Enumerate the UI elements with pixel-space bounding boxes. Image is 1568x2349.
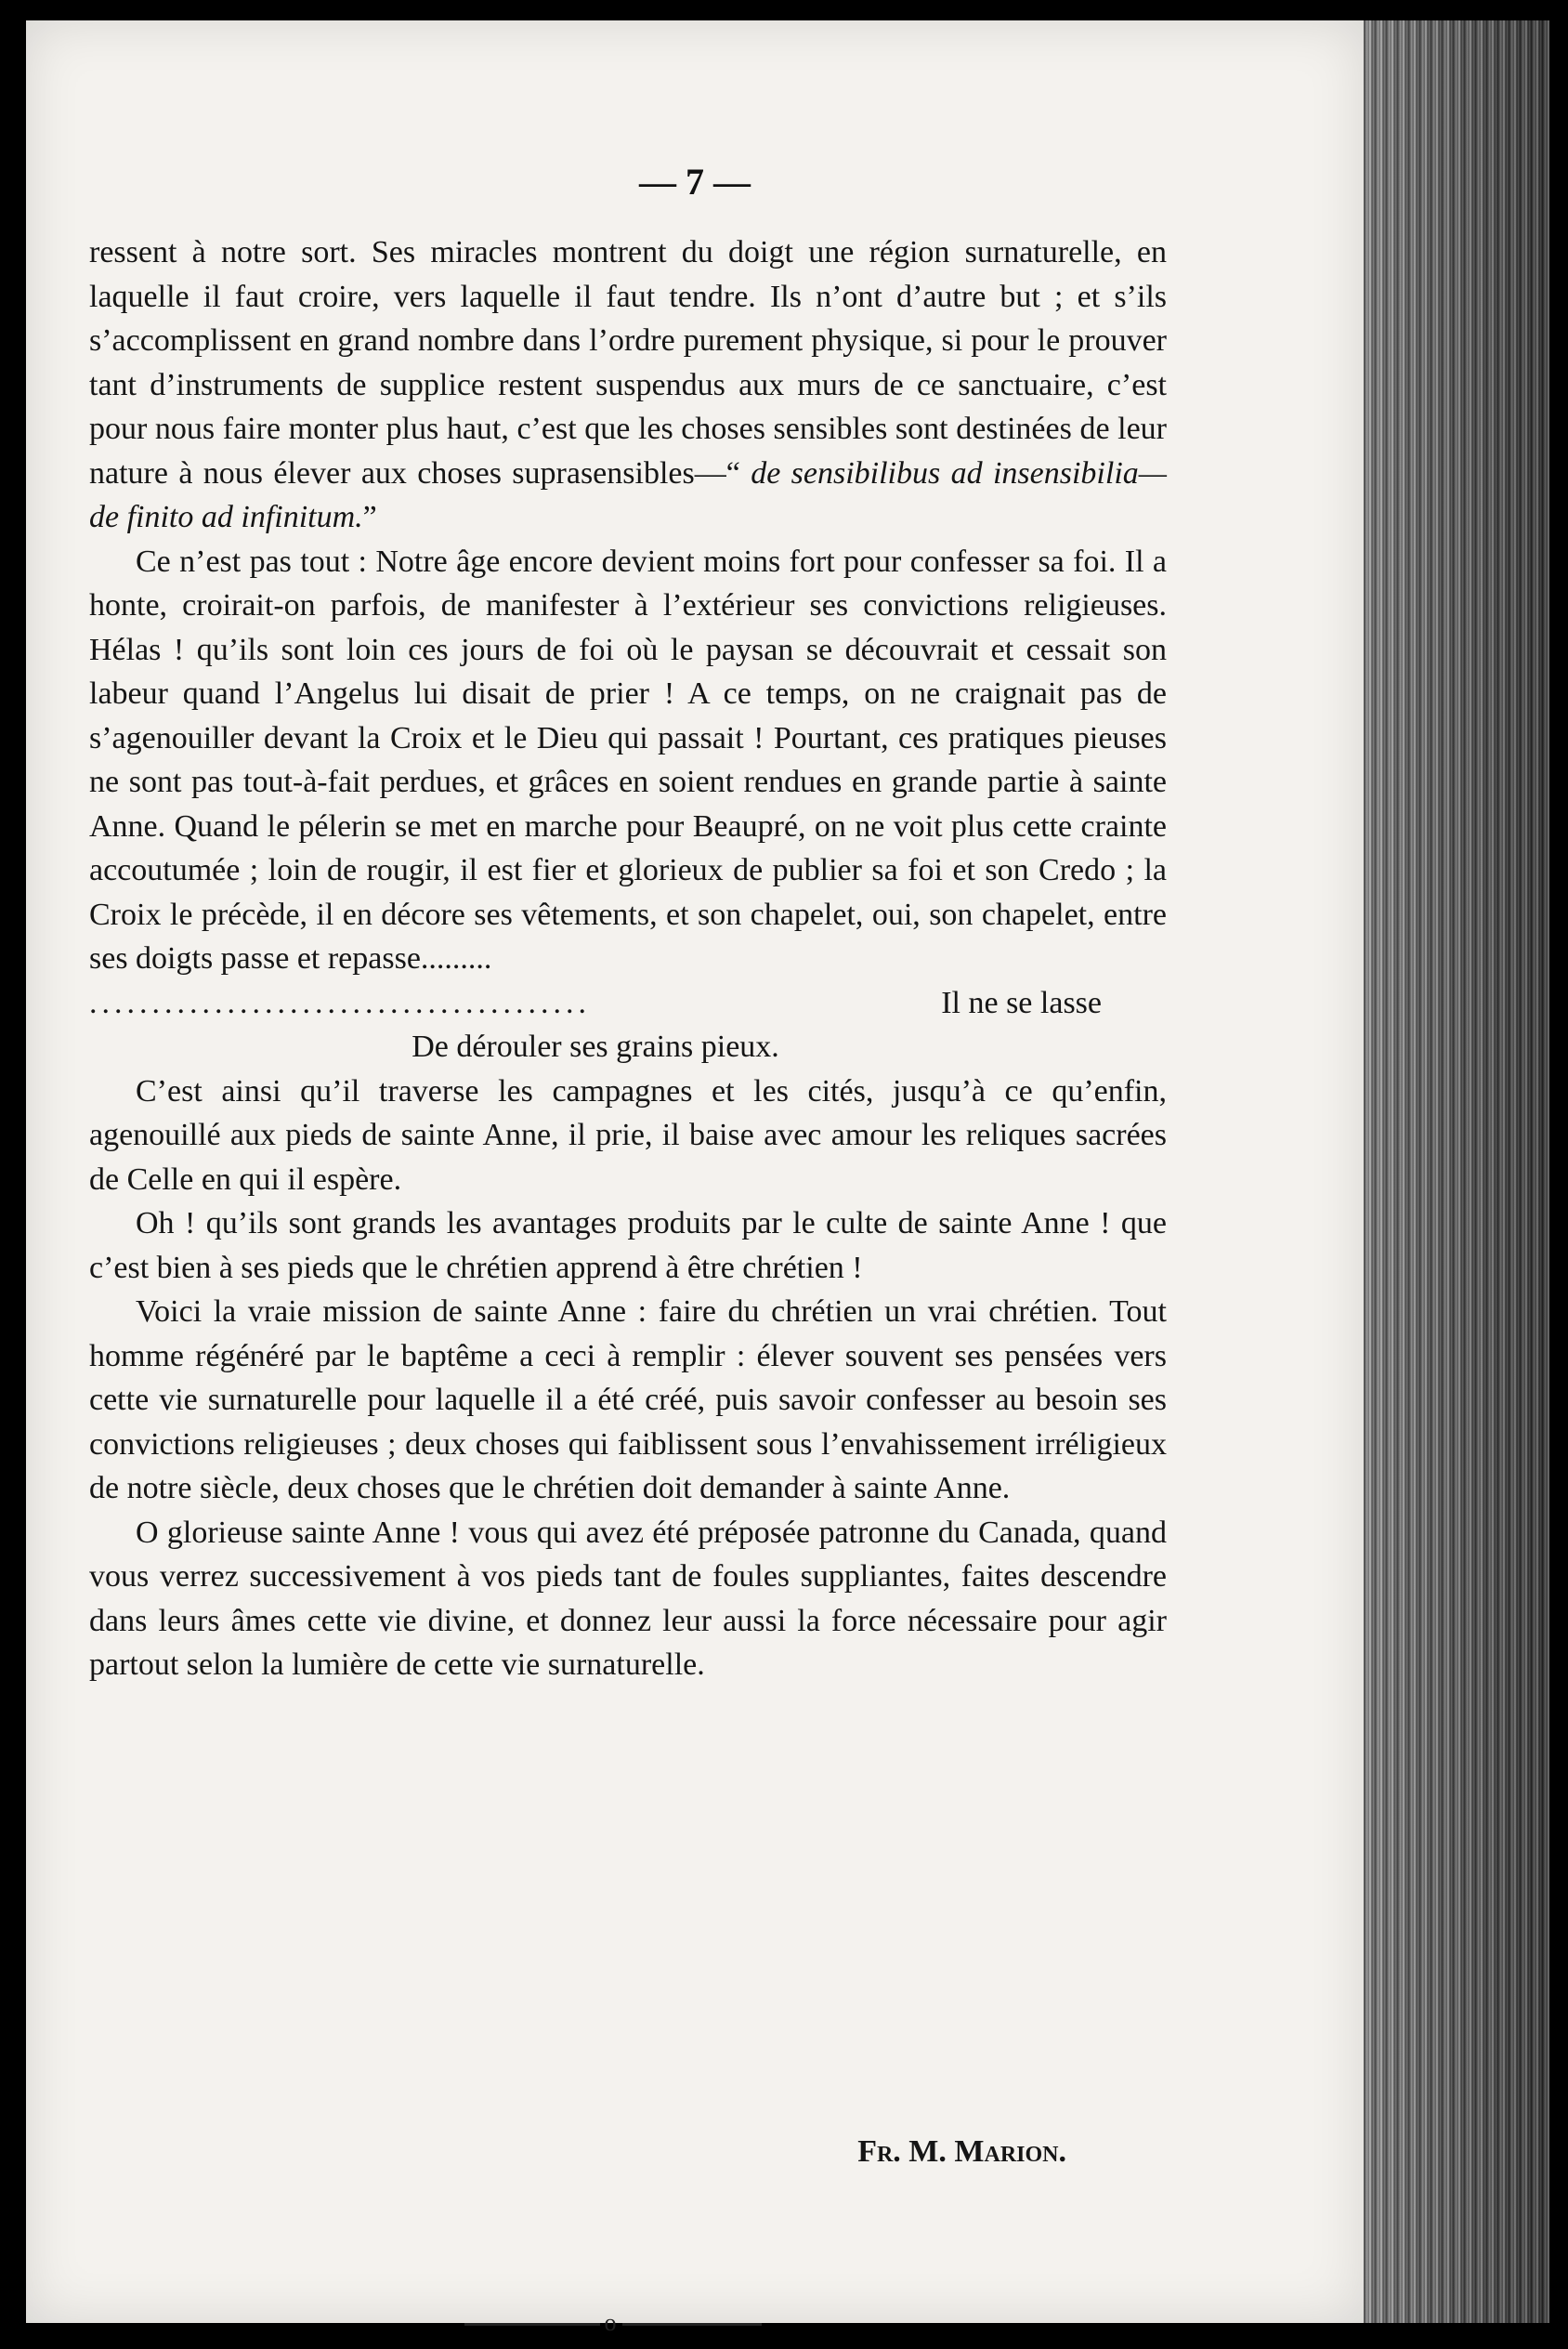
verse-line-2: De dérouler ses grains pieux.	[412, 1030, 779, 1064]
ornament-rule-right	[622, 2323, 762, 2326]
latin-quote: de sensibilibus ad insensibilia—de finito ad infinitum.	[89, 455, 1167, 534]
closing-quote: ”	[362, 500, 377, 534]
ornament-rule-left	[464, 2323, 600, 2326]
author-signature: Fr. M. Marion.	[857, 2134, 1066, 2169]
verse-line-1	[89, 981, 1167, 1026]
body-text	[89, 230, 1167, 1687]
paragraph-4: Oh ! qu’ils sont grands les avantages produits par le culte de sainte Anne ! que c’est bien à ses pieds que le chrétien apprend à être chrétien !	[89, 1206, 1167, 1285]
page-number: — 7 —	[639, 161, 751, 203]
ornament-circle: o	[604, 2309, 617, 2336]
closing-ornament	[464, 2309, 762, 2336]
paragraph-2	[89, 540, 1167, 981]
paragraph-5: Voici la vraie mission de sainte Anne : faire du chrétien un vrai chrétien. Tout homme régénéré par le baptême a ceci à remplir : élever souvent ses pensées vers cette vie surnaturelle pour laquelle il a été créé, puis savoir confesser au besoin ses convictions religieuses ; deux choses qui faiblissent sous l’envahissement irréligieux de notre siècle, deux choses que le chrétien doit demander à sainte Anne.	[89, 1294, 1167, 1505]
verse-dots: ........................................	[89, 985, 591, 1020]
paragraph-1-text: ressent à notre sort. Ses miracles montrent du doigt une région surnaturelle, en laquelle il faut croire, vers laquelle il faut tendre. Ils n’ont d’autre but ; et s’ils s’accomplissent en grand nombre dans l’ordre purement physique, si pour le prouver tant d’instruments de supplice restent suspendus aux murs de ce sanctuaire, c’est pour nous faire monter plus haut, c’est que les choses sensibles sont destinées de leur nature à nous élever aux choses suprasensibles—“	[89, 235, 1167, 491]
paragraph-3: C’est ainsi qu’il traverse les campagnes et les cités, jusqu’à ce qu’enfin, agenouillé aux pieds de sainte Anne, il prie, il baise avec amour les reliques sacrées de Celle en qui il espère.	[89, 1073, 1167, 1197]
page-edges	[1364, 20, 1549, 2323]
book-page	[26, 20, 1364, 2336]
paragraph-6: O glorieuse sainte Anne ! vous qui avez été préposée patronne du Canada, quand vous verrez successivement à vos pieds tant de foules suppliantes, faites descendre dans leurs âmes cette vie divine, et donnez leur aussi la force nécessaire pour agir partout selon la lumière de cette vie surnaturelle.	[89, 1515, 1167, 1682]
verse-line-1-end: Il ne se lasse	[941, 985, 1102, 1020]
paragraph-1	[89, 230, 1167, 540]
paragraph-2-text: Ce n’est pas tout : Notre âge encore devient moins fort pour confesser sa foi. Il a honte, croirait-on parfois, de manifester à l’extérieur ses convictions religieuses. Hélas ! qu’ils sont loin ces jours de foi où le paysan se découvrait et cessait son labeur quand l’Angelus lui disait de prier ! A ce temps, on ne craignait pas de s’agenouiller devant la Croix et le Dieu qui passait ! Pourtant, ces pratiques pieuses ne sont pas tout-à-fait perdues, et grâces en soient rendues en grande partie à sainte Anne. Quand le pélerin se met en marche pour Beaupré, on ne voit plus cette crainte accoutumée ; loin de rougir, il est fier et glorieux de publier sa foi et son Credo ; la Croix le précède, il en décore ses vêtements, et son chapelet, oui, son chapelet, entre ses doigts passe et repasse.........	[89, 544, 1167, 976]
